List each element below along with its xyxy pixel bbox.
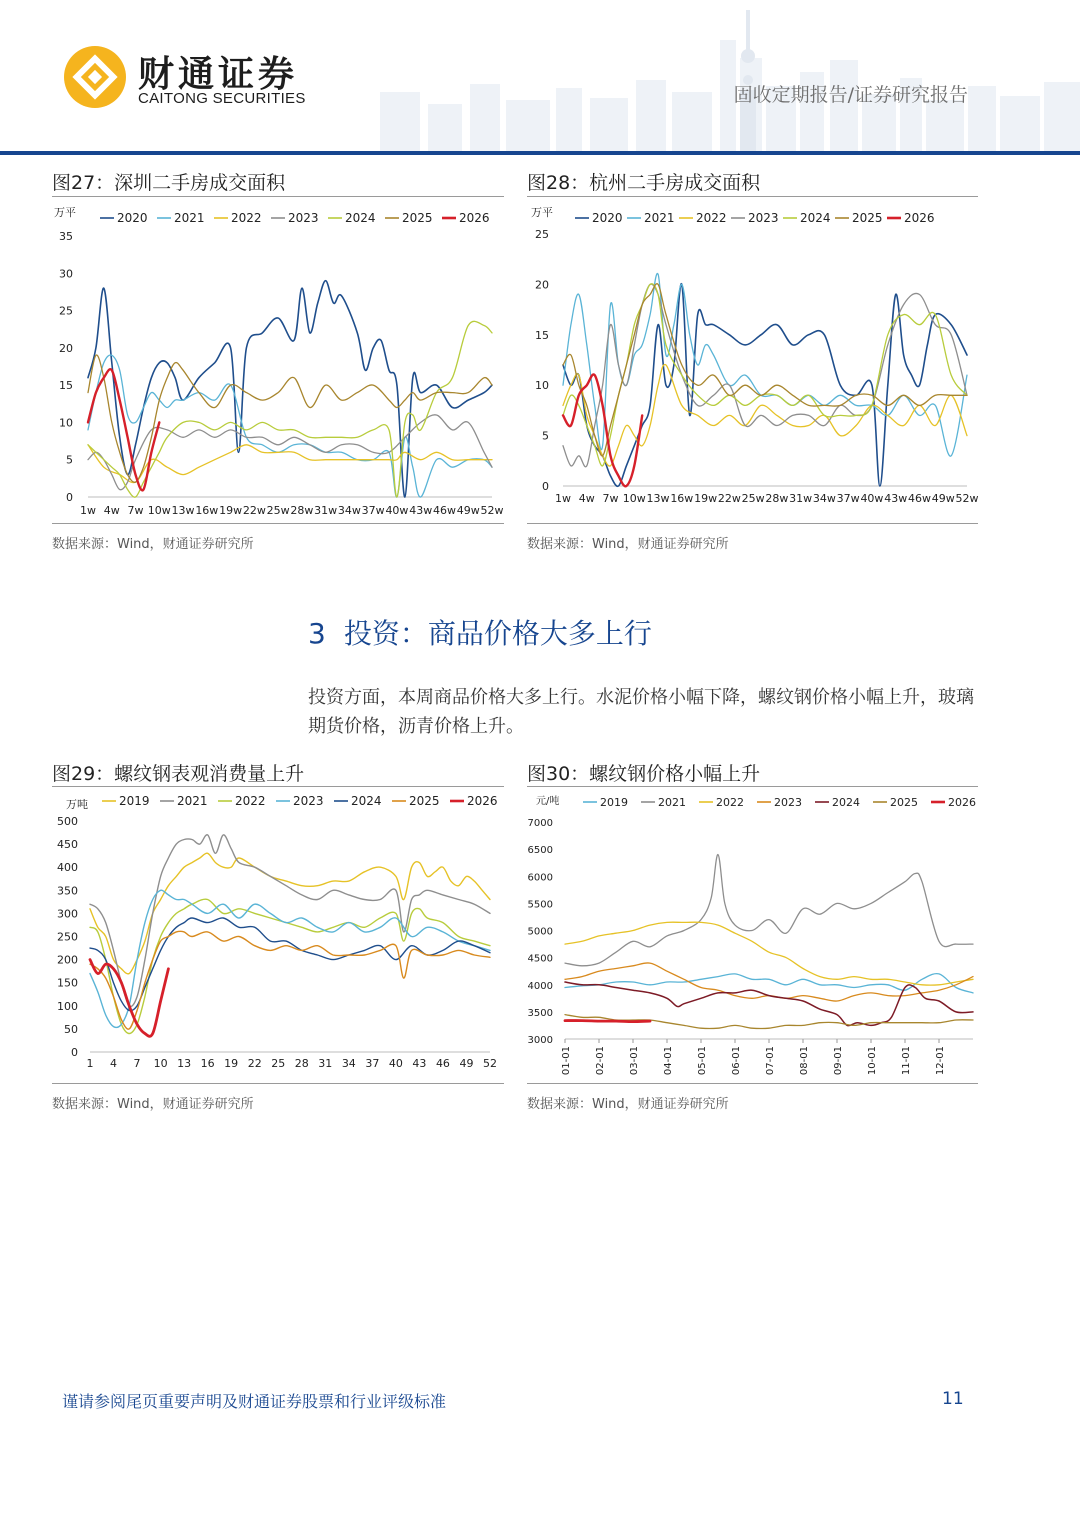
y-tick-label: 500 — [57, 815, 78, 828]
series-line-2021 — [565, 855, 973, 966]
figure-27-source: 数据来源：Wind，财通证券研究所 — [52, 537, 254, 552]
y-tick-label: 100 — [57, 999, 78, 1013]
y-tick-label: 300 — [57, 907, 78, 921]
brand-name-cn: 财通证券 — [138, 54, 299, 95]
legend-item-2024 — [334, 794, 382, 808]
series-line-2025 — [90, 931, 490, 1029]
x-tick-label: 28w — [765, 492, 789, 505]
footer-disclaimer: 谨请参阅尾页重要声明及财通证券股票和行业评级标准 — [62, 1392, 447, 1411]
page-header — [0, 0, 1080, 156]
y-tick-label: 4000 — [527, 980, 553, 992]
y-tick-label: 7000 — [527, 818, 553, 829]
series-line-2023 — [90, 890, 490, 1027]
legend-label: 2021 — [644, 211, 675, 225]
x-tick-label: 40w — [860, 492, 884, 505]
series-line-2026 — [565, 1021, 650, 1022]
x-tick-label: 37 — [365, 1057, 380, 1070]
legend-label: 2022 — [696, 211, 727, 225]
y-tick-label: 15 — [59, 379, 73, 393]
x-tick-label: 13w — [171, 504, 195, 517]
x-tick-label: 46w — [907, 492, 931, 505]
x-tick-label: 52 — [483, 1057, 497, 1070]
x-tick-label: 07-01 — [765, 1046, 776, 1076]
figure-30-bottom-rule — [527, 1083, 978, 1084]
legend-label: 2021 — [174, 211, 205, 225]
y-tick-label: 5 — [66, 453, 73, 467]
legend-item-2023 — [271, 211, 319, 225]
x-tick-label: 16w — [670, 492, 694, 505]
x-tick-label: 34w — [812, 492, 836, 505]
x-tick-label: 43 — [412, 1057, 427, 1070]
section-body-paragraph: 投资方面，本周商品价格大多上行。水泥价格小幅下降，螺纹钢价格小幅上升，玻璃期货价格，沥青价格上升。 — [308, 687, 974, 737]
legend-item-2022 — [679, 211, 727, 225]
y-tick-label: 15 — [535, 328, 549, 342]
section-number: 3 — [308, 617, 326, 650]
y-tick-label: 5500 — [527, 899, 553, 911]
x-tick-label: 09-01 — [833, 1046, 844, 1076]
legend-item-2025 — [873, 796, 918, 809]
x-tick-label: 40w — [385, 504, 409, 517]
legend-item-2022 — [214, 211, 262, 225]
x-tick-label: 46 — [435, 1057, 450, 1070]
y-tick-label: 200 — [57, 953, 78, 967]
figure-28-title: 图28：杭州二手房成交面积 — [527, 172, 761, 194]
y-tick-label: 20 — [535, 278, 549, 292]
figure-29-chart — [52, 790, 504, 1080]
x-tick-label: 06-01 — [731, 1046, 742, 1076]
legend-label: 2025 — [890, 796, 918, 809]
legend-label: 2026 — [904, 211, 935, 225]
section-heading — [308, 612, 652, 652]
figure-27-bottom-rule — [52, 523, 504, 524]
legend-label: 2021 — [177, 794, 208, 808]
series-line-2020 — [563, 284, 967, 487]
legend-label: 2026 — [948, 796, 976, 809]
legend-label: 2021 — [658, 796, 686, 809]
legend-item-2021 — [641, 796, 686, 809]
x-tick-label: 25 — [271, 1057, 286, 1070]
y-tick-label: 10 — [59, 416, 73, 430]
figure-28-top-rule — [527, 196, 978, 197]
y-tick-label: 0 — [66, 491, 73, 504]
y-tick-label: 0 — [542, 480, 549, 493]
legend-item-2020 — [575, 211, 623, 225]
x-tick-label: 7 — [133, 1057, 141, 1070]
series-line-2026 — [90, 960, 168, 1037]
x-tick-label: 7w — [127, 504, 144, 517]
legend-item-2023 — [276, 794, 324, 808]
y-tick-label: 3500 — [527, 1007, 553, 1019]
x-tick-label: 31w — [789, 492, 813, 505]
y-tick-label: 20 — [59, 341, 73, 355]
series-line-2026 — [563, 374, 642, 486]
legend-label: 2024 — [832, 796, 860, 809]
series-line-2021 — [88, 355, 492, 497]
legend-item-2026 — [887, 211, 935, 225]
figure-29-bottom-rule — [52, 1083, 504, 1084]
y-tick-label: 400 — [57, 861, 78, 875]
x-tick-label: 43w — [409, 504, 433, 517]
x-tick-label: 16w — [195, 504, 219, 517]
x-tick-label: 31 — [318, 1057, 333, 1070]
x-tick-label: 05-01 — [697, 1046, 708, 1076]
figure-28-source: 数据来源：Wind，财通证券研究所 — [527, 537, 729, 552]
x-tick-label: 1w — [80, 504, 96, 517]
x-tick-label: 22w — [242, 504, 266, 517]
x-tick-label: 1w — [555, 492, 571, 505]
legend-label: 2023 — [774, 796, 802, 809]
legend-item-2024 — [815, 796, 860, 809]
x-tick-label: 04-01 — [663, 1046, 674, 1076]
y-tick-label: 3000 — [527, 1035, 553, 1046]
y-tick-label: 6500 — [527, 845, 553, 857]
legend-item-2021 — [627, 211, 675, 225]
x-tick-label: 34 — [341, 1057, 356, 1070]
y-unit-label: 元/吨 — [536, 796, 560, 807]
x-tick-label: 13w — [646, 492, 670, 505]
figure-29-source: 数据来源：Wind，财通证券研究所 — [52, 1097, 254, 1112]
y-tick-label: 10 — [535, 379, 549, 393]
x-tick-label: 37w — [836, 492, 860, 505]
series-line-2022 — [565, 922, 973, 985]
legend-item-2025 — [835, 211, 883, 225]
x-tick-label: 4 — [110, 1057, 118, 1070]
legend-label: 2026 — [459, 211, 490, 225]
x-tick-label: 02-01 — [595, 1046, 606, 1076]
page-number: 11 — [942, 1389, 964, 1409]
legend-item-2025 — [392, 794, 440, 808]
x-tick-label: 19 — [224, 1057, 239, 1070]
y-tick-label: 35 — [59, 230, 73, 243]
legend-item-2020 — [100, 211, 148, 225]
y-tick-label: 250 — [57, 930, 78, 944]
legend-item-2026 — [931, 796, 976, 809]
y-tick-label: 30 — [59, 267, 73, 281]
legend-item-2021 — [160, 794, 208, 808]
legend-item-2026 — [450, 794, 498, 808]
caitong-coin-logo-icon — [62, 44, 128, 110]
legend-label: 2025 — [402, 211, 433, 225]
legend-label: 2022 — [716, 796, 744, 809]
figure-30-title: 图30：螺纹钢价格小幅上升 — [527, 763, 761, 785]
legend-label: 2020 — [117, 211, 148, 225]
x-tick-label: 08-01 — [799, 1046, 810, 1076]
x-tick-label: 46w — [432, 504, 456, 517]
legend-item-2023 — [731, 211, 779, 225]
figure-27-title: 图27：深圳二手房成交面积 — [52, 172, 286, 194]
legend-item-2019 — [583, 796, 628, 809]
x-tick-label: 10 — [153, 1057, 168, 1070]
series-line-2024 — [565, 982, 973, 1026]
x-tick-label: 49w — [456, 504, 480, 517]
x-tick-label: 22 — [247, 1057, 262, 1070]
legend-label: 2025 — [852, 211, 883, 225]
y-tick-label: 5 — [542, 429, 549, 443]
legend-item-2026 — [442, 211, 490, 225]
report-type: 固收定期报告/证券研究报告 — [733, 84, 968, 106]
x-tick-label: 1 — [86, 1057, 94, 1070]
brand-name-en: CAITONG SECURITIES — [138, 90, 306, 107]
legend-label: 2023 — [288, 211, 319, 225]
x-tick-label: 49 — [459, 1057, 474, 1070]
y-unit-label: 万平 — [54, 206, 76, 219]
legend-label: 2024 — [345, 211, 376, 225]
y-tick-label: 450 — [57, 838, 78, 852]
figure-29-top-rule — [52, 786, 504, 787]
legend-label: 2019 — [119, 794, 150, 808]
y-tick-label: 25 — [59, 304, 73, 318]
legend-item-2021 — [157, 211, 205, 225]
x-tick-label: 4w — [578, 492, 595, 505]
x-tick-label: 40 — [388, 1057, 403, 1070]
x-tick-label: 12-01 — [935, 1046, 946, 1076]
x-tick-label: 03-01 — [629, 1046, 640, 1076]
legend-item-2024 — [328, 211, 376, 225]
x-tick-label: 49w — [931, 492, 955, 505]
x-tick-label: 01-01 — [561, 1046, 572, 1076]
legend-item-2022 — [699, 796, 744, 809]
header-rule — [0, 151, 1080, 155]
figure-27-top-rule — [52, 196, 504, 197]
legend-label: 2026 — [467, 794, 498, 808]
legend-label: 2020 — [592, 211, 623, 225]
figure-29-title: 图29：螺纹钢表观消费量上升 — [52, 763, 305, 785]
legend-item-2023 — [757, 796, 802, 809]
figure-30-top-rule — [527, 786, 978, 787]
figure-30-chart — [527, 790, 978, 1080]
x-tick-label: 10-01 — [867, 1046, 878, 1076]
legend-label: 2019 — [600, 796, 628, 809]
y-tick-label: 350 — [57, 884, 78, 898]
legend-label: 2022 — [235, 794, 266, 808]
legend-label: 2023 — [293, 794, 324, 808]
x-tick-label: 22w — [717, 492, 741, 505]
x-tick-label: 43w — [884, 492, 908, 505]
y-unit-label: 万吨 — [66, 798, 88, 811]
x-tick-label: 52w — [955, 492, 978, 505]
x-tick-label: 28 — [294, 1057, 309, 1070]
x-tick-label: 37w — [361, 504, 385, 517]
y-tick-label: 150 — [57, 976, 78, 990]
legend-label: 2025 — [409, 794, 440, 808]
figure-27-chart — [52, 200, 504, 520]
legend-item-2025 — [385, 211, 433, 225]
x-tick-label: 34w — [337, 504, 361, 517]
x-tick-label: 10w — [622, 492, 646, 505]
y-tick-label: 50 — [64, 1022, 78, 1036]
y-tick-label: 5000 — [527, 926, 553, 938]
legend-item-2022 — [218, 794, 266, 808]
y-unit-label: 万平 — [531, 206, 553, 219]
x-tick-label: 19w — [219, 504, 243, 517]
legend-item-2024 — [783, 211, 831, 225]
y-tick-label: 25 — [535, 228, 549, 241]
x-tick-label: 16 — [200, 1057, 215, 1070]
figure-30-source: 数据来源：Wind，财通证券研究所 — [527, 1097, 729, 1112]
x-tick-label: 25w — [741, 492, 765, 505]
y-tick-label: 0 — [71, 1046, 78, 1059]
x-tick-label: 31w — [314, 504, 338, 517]
legend-item-2019 — [102, 794, 150, 808]
x-tick-label: 11-01 — [901, 1046, 912, 1076]
legend-label: 2024 — [800, 211, 831, 225]
x-tick-label: 19w — [694, 492, 718, 505]
series-line-2022 — [563, 364, 967, 466]
x-tick-label: 4w — [103, 504, 120, 517]
x-tick-label: 52w — [480, 504, 504, 517]
y-tick-label: 4500 — [527, 953, 553, 965]
x-tick-label: 10w — [147, 504, 171, 517]
legend-label: 2022 — [231, 211, 262, 225]
section-title: 投资：商品价格大多上行 — [343, 617, 652, 650]
legend-label: 2023 — [748, 211, 779, 225]
y-tick-label: 6000 — [527, 872, 553, 884]
figure-28-bottom-rule — [527, 523, 978, 524]
x-tick-label: 25w — [266, 504, 290, 517]
x-tick-label: 28w — [290, 504, 314, 517]
legend-label: 2024 — [351, 794, 382, 808]
x-tick-label: 13 — [177, 1057, 192, 1070]
figure-28-chart — [527, 200, 978, 520]
x-tick-label: 7w — [602, 492, 619, 505]
